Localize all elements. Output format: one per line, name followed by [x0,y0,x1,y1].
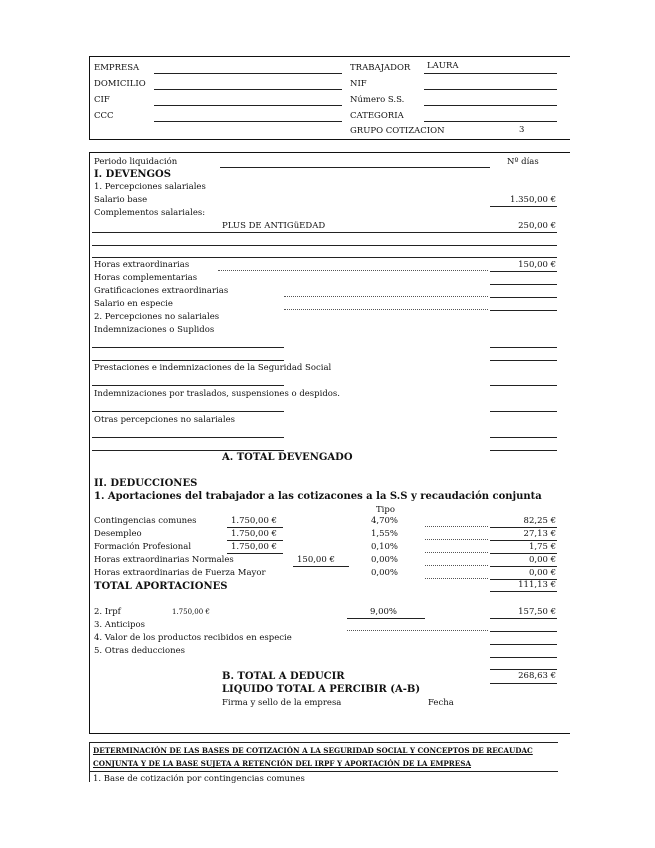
periodo-line [220,167,490,168]
deduccion-base-line [227,540,283,541]
bases-title-2: CONJUNTA Y DE LA BASE SUJETA A RETENCIÓN DEL IRPF Y APORTACIÓN DE LA EMPRESA [93,759,472,768]
salario-especie: Salario en especie [94,299,173,309]
traslados-line-a [92,411,284,412]
bases-top-line [89,742,558,743]
deduccion-label: Horas extraordinarias de Fuerza Mayor [94,568,266,578]
otras-deducciones-line-b [490,669,557,670]
empresa-label: EMPRESA [94,63,140,73]
empresa-line [154,73,342,74]
header-box [89,56,570,140]
bases-left-border [89,742,90,782]
salario-base-label: Salario base [94,195,148,205]
deduccion-importe: 1,75 € [528,542,556,552]
numero-ss-label: Número S.S. [350,95,405,105]
deduccion-base-line [227,553,283,554]
anticipos-line [490,631,557,632]
deduccion-dots [425,578,488,579]
bases-mid-line [89,771,558,772]
irpf-base: 1.750,00 € [172,608,210,616]
deduccion-label: Formación Profesional [94,542,192,552]
traslados-line-b [490,411,557,412]
indemnizaciones-traslados: Indemnizaciones por traslados, suspensiones o despidos. [94,389,340,399]
suplidos-line-d [490,360,557,361]
deduccion-dots [425,552,488,553]
deduccion-tipo: 1,55% [371,529,399,539]
horas-extra-label: Horas extraordinarias [94,260,190,270]
deducciones-title: II. DEDUCCIONES [94,478,198,489]
otras-line-b [490,437,557,438]
deduccion-importe-line [490,540,557,541]
deduccion-base-line [293,566,349,567]
total-deducir-line [490,683,557,684]
deduccion-importe-line [490,553,557,554]
firma-label: Firma y sello de la empresa [222,698,342,708]
nif-label: NIF [350,79,367,89]
irpf-line [490,618,557,619]
deduccion-dots [425,539,488,540]
total-aportaciones-value: 111,13 € [518,580,556,590]
otras-deducciones: 5. Otras deducciones [94,646,186,656]
dias-label: Nº días [507,157,539,167]
deduccion-tipo: 0,00% [371,555,399,565]
trabajador-line [424,73,557,74]
deduccion-label: Desempleo [94,529,142,539]
deduccion-base: 1.750,00 € [231,542,277,552]
deduccion-label: Horas extraordinarias Normales [94,555,234,565]
devengos-title: I. DEVENGOS [94,169,171,180]
liquido-label: LIQUIDO TOTAL A PERCIBIR (A-B) [222,684,421,695]
ccc-line [154,121,342,122]
percepciones-salariales: 1. Percepciones salariales [94,182,206,192]
domicilio-line [154,89,342,90]
suplidos-line-c [92,360,284,361]
salario-base-value: 1.350,00 € [510,195,556,205]
gratificaciones: Gratificaciones extraordinarias [94,286,229,296]
otras-line-c [92,450,284,451]
deduccion-importe: 27,13 € [523,529,556,539]
deduccion-base: 150,00 € [297,555,335,565]
tipo-header: Tipo [376,505,395,515]
no-salariales: 2. Percepciones no salariales [94,312,220,322]
gratificaciones-line [490,297,557,298]
deduccion-tipo: 0,10% [371,542,399,552]
irpf-label: 2. Irpf [94,607,121,617]
salario-especie-line [490,310,557,311]
blank-line-1 [92,245,557,246]
categoria-label: CATEGORIA [350,111,404,121]
blank-line-2 [92,257,557,258]
horas-complementarias: Horas complementarias [94,273,198,283]
antiguedad-label: PLUS DE ANTIGüEDAD [222,221,326,231]
bases-item-1: 1. Base de cotización por contingencias comunes [93,774,305,784]
prestaciones-line-b [490,385,557,386]
otras-line-a [92,437,284,438]
categoria-line [424,121,557,122]
deduccion-label: Contingencias comunes [94,516,197,526]
deduccion-base: 1.750,00 € [231,529,277,539]
trabajador-value: LAURA [427,61,459,71]
otras-line-d [490,450,557,451]
cif-label: CIF [94,95,110,105]
complementos-label: Complementos salariales: [94,208,206,218]
bases-title-1: DETERMINACIÓN DE LAS BASES DE COTIZACIÓN A LA SEGURIDAD SOCIAL Y CONCEPTOS DE RECAUDAC [93,746,533,755]
otras-percepciones: Otras percepciones no salariales [94,415,235,425]
productos-line [490,644,557,645]
productos-especie: 4. Valor de los productos recibidos en especie [94,633,292,643]
deduccion-importe: 0,00 € [528,568,556,578]
cif-line [154,105,342,106]
grupo-value: 3 [519,125,525,135]
periodo-label: Periodo liquidación [94,157,178,167]
total-devengado-label: A. TOTAL DEVENGADO [222,452,353,463]
fecha-label: Fecha [428,698,454,708]
aportaciones-title: 1. Aportaciones del trabajador a las cotizacones a la S.S y recaudación conjunta [94,491,542,502]
antiguedad-value: 250,00 € [518,221,556,231]
irpf-tipo-line [347,618,425,619]
prestaciones-ss: Prestaciones e indemnizaciones de la Seguridad Social [94,363,332,373]
irpf-importe: 157,50 € [518,607,556,617]
numero-ss-line [424,105,557,106]
anticipos: 3. Anticipos [94,620,145,630]
salario-base-line [490,206,557,207]
horas-extra-value: 150,00 € [518,260,556,270]
deduccion-importe-line [490,566,557,567]
otras-deducciones-line-a [490,657,557,658]
deduccion-tipo: 0,00% [371,568,399,578]
domicilio-label: DOMICILIO [94,79,146,89]
prestaciones-line-a [92,385,284,386]
antiguedad-line [92,232,557,233]
deduccion-base: 1.750,00 € [231,516,277,526]
suplidos-line-a [92,347,284,348]
total-aportaciones-line [490,591,557,592]
suplidos-line-b [490,347,557,348]
indemnizaciones-suplidos: Indemnizaciones o Suplidos [94,325,215,335]
deduccion-importe: 0,00 € [528,555,556,565]
ccc-label: CCC [94,111,114,121]
deduccion-importe: 82,25 € [523,516,556,526]
salario-especie-dots [284,309,488,310]
deduccion-importe-line [490,527,557,528]
trabajador-label: TRABAJADOR [350,63,411,73]
total-deducir-value: 268,63 € [518,671,556,681]
horas-complementarias-line [490,284,557,285]
nif-line [424,89,557,90]
deduccion-dots [425,526,488,527]
horas-extra-line [490,271,557,272]
total-deducir-label: B. TOTAL A DEDUCIR [222,671,345,682]
irpf-tipo: 9,00% [370,607,398,617]
deduccion-dots [425,565,488,566]
grupo-label: GRUPO COTIZACION [350,126,445,136]
deduccion-base-line [227,527,283,528]
deduccion-tipo: 4,70% [371,516,399,526]
gratificaciones-dots [284,296,488,297]
horas-extra-dots [218,270,488,271]
total-aportaciones-label: TOTAL APORTACIONES [94,581,228,592]
anticipos-dots [347,630,488,631]
